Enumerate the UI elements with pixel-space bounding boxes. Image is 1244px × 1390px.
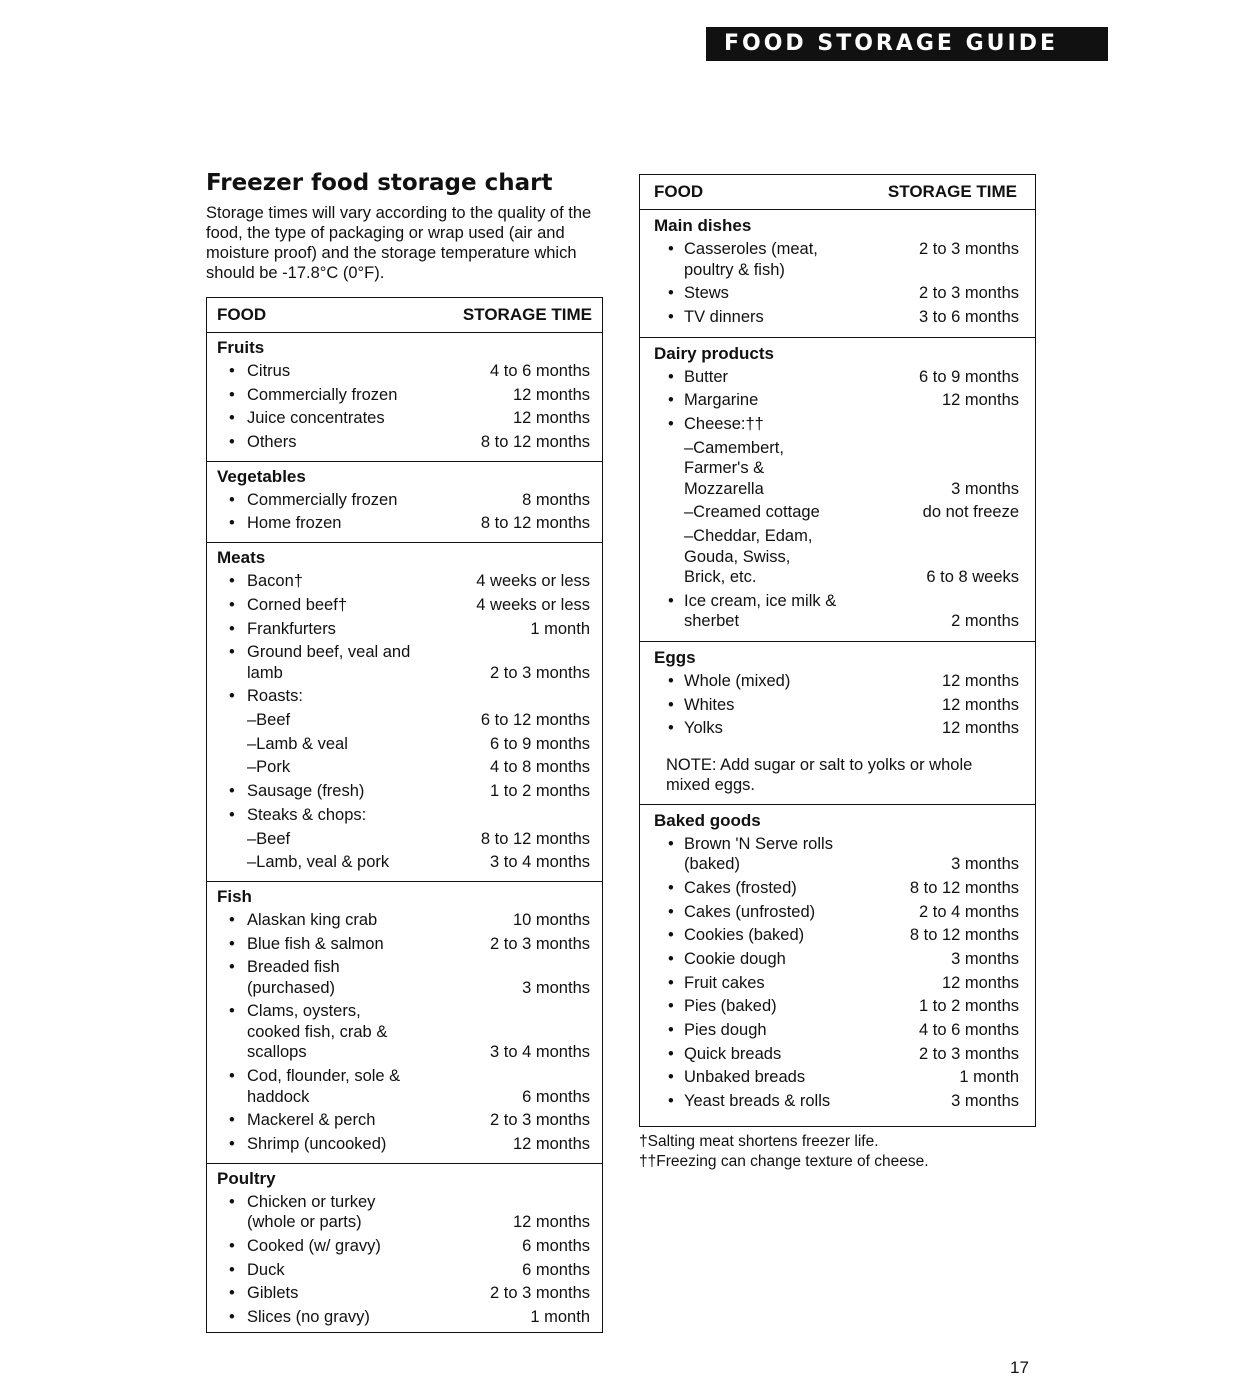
storage-time-value: 2 to 3 months [919, 240, 1019, 258]
storage-time-value: 6 months [522, 1236, 590, 1255]
storage-time-column-header: STORAGE TIME [462, 305, 592, 324]
food-column-header: FOOD [217, 305, 267, 324]
page-banner: FOOD STORAGE GUIDE [706, 27, 1108, 61]
food-item-name: • Blue fish & salmon [217, 934, 384, 955]
chart-section [640, 210, 1035, 338]
food-item-row [654, 1091, 1021, 1112]
food-item-row [654, 718, 1021, 739]
food-item-name: • Clams, oysters, cooked fish, crab & scallops [217, 1001, 387, 1063]
food-item-name: • Yolks [654, 718, 723, 739]
storage-time-value: 8 months [522, 490, 590, 509]
food-item-name: • Casseroles (meat, poultry & fish) [654, 239, 818, 280]
food-item-row [654, 239, 1021, 280]
storage-time-value: 8 to 12 months [480, 829, 590, 848]
food-item-name: • Ground beef, veal and lamb [217, 642, 410, 683]
section-title: Dairy products [654, 343, 774, 363]
section-title: Fish [217, 886, 252, 906]
storage-time-value: 12 months [941, 695, 1019, 714]
page-number: 17 [1010, 1358, 1029, 1377]
food-item-name: • Home frozen [217, 513, 341, 534]
storage-time-value: 3 months [522, 978, 590, 997]
food-item-name: • Ice cream, ice milk & sherbet [654, 591, 836, 632]
food-item-row [654, 902, 1021, 923]
food-item-row [217, 1134, 592, 1155]
storage-time-value: 8 to 12 months [480, 433, 590, 452]
food-item-row [654, 834, 1021, 875]
food-item-name: • Cooked (w/ gravy) [217, 1236, 381, 1257]
food-item-name: • Frankfurters [217, 619, 336, 640]
chart-section [640, 642, 1035, 805]
food-item-name: –Beef [247, 829, 291, 848]
storage-time-value: 6 to 9 months [490, 734, 590, 753]
food-item-row [654, 367, 1021, 388]
section-title: Vegetables [217, 466, 306, 486]
food-item-name: –Beef [247, 711, 291, 730]
section-note: NOTE: Add sugar or salt to yolks or whole mixed eggs. [666, 755, 973, 795]
food-item-row [217, 619, 592, 640]
food-item-row [217, 757, 592, 778]
storage-time-value: 12 months [941, 391, 1019, 410]
storage-time-value: 1 to 2 months [490, 782, 590, 801]
storage-time-value: 2 to 3 months [919, 284, 1019, 303]
food-item-row [654, 526, 1021, 588]
food-item-row [217, 957, 592, 998]
food-item-row [654, 878, 1021, 899]
footnote-dagger: †Salting meat shortens freezer life. [639, 1133, 879, 1150]
food-column-header: FOOD [654, 182, 704, 201]
food-item-row [654, 925, 1021, 946]
food-item-name: • Cheese:†† [654, 414, 764, 435]
food-item-name: • Fruit cakes [654, 973, 765, 994]
chart-header [640, 175, 1035, 210]
storage-time-value: 8 to 12 months [909, 926, 1019, 945]
food-item-name: • Sausage (fresh) [217, 781, 364, 802]
section-title: Poultry [217, 1168, 276, 1188]
food-item-row [654, 591, 1021, 632]
storage-time-value: 4 weeks or less [476, 595, 590, 614]
chart-section [640, 338, 1035, 642]
food-item-name: • Brown 'N Serve rolls (baked) [654, 834, 833, 875]
food-item-row [217, 734, 592, 755]
storage-time-value: 12 months [941, 671, 1019, 690]
food-item-name: • Juice concentrates [217, 408, 385, 429]
food-item-row [217, 805, 592, 826]
food-item-name: –Pork [247, 758, 291, 777]
storage-time-value: 4 to 8 months [490, 758, 590, 777]
food-item-name: • Steaks & chops: [217, 805, 366, 826]
food-item-name: • Breaded fish (purchased) [217, 957, 340, 998]
food-item-row [654, 1020, 1021, 1041]
food-item-row [654, 414, 1021, 435]
storage-time-value: 3 months [951, 479, 1019, 498]
food-item-row [654, 996, 1021, 1017]
storage-time-value: 3 to 4 months [490, 853, 590, 872]
food-item-name: • Cod, flounder, sole & haddock [217, 1066, 400, 1107]
food-item-row [654, 390, 1021, 411]
storage-time-value: 12 months [512, 1135, 590, 1153]
food-item-row [654, 502, 1021, 523]
storage-time-value: 1 month [959, 1068, 1019, 1087]
footnote-double-dagger: ††Freezing can change texture of cheese. [639, 1153, 929, 1170]
food-item-row [654, 695, 1021, 716]
storage-time-value: 3 months [951, 950, 1019, 968]
food-item-row [217, 1110, 592, 1131]
food-item-row [217, 1066, 592, 1107]
food-item-row [654, 973, 1021, 994]
storage-time-value: 8 to 12 months [480, 514, 590, 533]
food-item-name: • Cookies (baked) [654, 925, 804, 946]
food-item-row [217, 490, 592, 511]
food-item-row [654, 1067, 1021, 1088]
page-title: Freezer food storage chart [206, 170, 553, 196]
food-item-name: • Bacon† [217, 571, 303, 592]
food-item-name: • Whites [654, 695, 734, 716]
section-title: Meats [217, 548, 266, 568]
storage-time-value: 6 months [522, 1260, 590, 1279]
food-item-row [654, 671, 1021, 692]
food-item-name: • Roasts: [217, 686, 303, 707]
food-item-name: • Cookie dough [654, 949, 786, 970]
storage-time-value: 3 months [951, 855, 1019, 874]
storage-time-value: 2 to 3 months [490, 1111, 590, 1130]
food-item-name: • TV dinners [654, 307, 764, 328]
chart-sections [640, 210, 1035, 1121]
food-item-name: • Yeast breads & rolls [654, 1091, 830, 1112]
storage-time-value: 6 months [522, 1087, 590, 1106]
storage-time-value: 1 month [530, 1307, 590, 1326]
storage-time-value: 2 to 4 months [919, 902, 1019, 921]
food-item-name: • Margarine [654, 390, 758, 411]
left-storage-chart [206, 297, 603, 1333]
food-item-row [217, 829, 592, 850]
right-storage-chart [639, 174, 1036, 1127]
footnotes [639, 1132, 929, 1172]
food-item-row [217, 710, 592, 731]
food-item-name: • Whole (mixed) [654, 671, 790, 692]
food-item-row [217, 686, 592, 707]
food-item-name: • Mackerel & perch [217, 1110, 375, 1131]
food-item-name: • Pies dough [654, 1020, 767, 1041]
storage-time-value: 10 months [512, 910, 590, 929]
food-item-name: • Corned beef† [217, 595, 347, 616]
food-item-name: –Creamed cottage [684, 503, 820, 522]
food-item-row [217, 934, 592, 955]
storage-time-value: 3 to 6 months [919, 307, 1019, 326]
food-item-name: –Camembert, Farmer's & Mozzarella [684, 438, 784, 498]
storage-time-value: 3 to 4 months [490, 1043, 590, 1062]
chart-section [207, 462, 602, 543]
section-title: Fruits [217, 338, 265, 357]
chart-section [207, 543, 602, 882]
chart-header [207, 298, 602, 333]
food-item-row [217, 513, 592, 534]
food-item-row [217, 781, 592, 802]
storage-time-value: 12 months [512, 385, 590, 404]
storage-time-value: 2 to 3 months [490, 663, 590, 682]
storage-time-value: 6 to 9 months [919, 367, 1019, 386]
food-item-name: • Cakes (unfrosted) [654, 902, 815, 923]
storage-time-value: 4 to 6 months [490, 362, 590, 380]
food-item-row [217, 1192, 592, 1233]
intro-paragraph: Storage times will vary according to the quality of the food, the type of packaging or wrap used (air and moisture proof) and the storage temperature which should be -17.8°C (0°F). [206, 204, 592, 282]
food-item-name: • Unbaked breads [654, 1067, 805, 1088]
food-item-row [217, 361, 592, 382]
storage-time-value: 12 months [512, 409, 590, 428]
storage-time-value: 4 weeks or less [476, 572, 590, 591]
food-item-name: –Lamb & veal [247, 734, 348, 753]
food-item-row [217, 1283, 592, 1304]
food-item-name: • Alaskan king crab [217, 910, 377, 931]
food-item-name: • Pies (baked) [654, 996, 777, 1017]
food-item-row [217, 385, 592, 406]
food-item-name: • Quick breads [654, 1044, 781, 1065]
food-item-name: –Cheddar, Edam, Gouda, Swiss, Brick, etc. [684, 527, 813, 586]
food-item-name: • Others [217, 432, 297, 453]
food-item-row [217, 852, 592, 873]
storage-time-column-header: STORAGE TIME [887, 182, 1017, 201]
food-item-row [217, 1260, 592, 1281]
food-item-row [217, 1307, 592, 1328]
food-item-row [654, 949, 1021, 970]
food-item-name: • Slices (no gravy) [217, 1307, 370, 1328]
chart-sections [207, 333, 602, 1336]
food-item-name: • Butter [654, 367, 728, 388]
storage-time-value: 2 to 3 months [490, 934, 590, 953]
storage-time-value: 4 to 6 months [919, 1021, 1019, 1040]
food-item-name: • Commercially frozen [217, 385, 397, 406]
chart-section [207, 882, 602, 1164]
food-item-row [217, 910, 592, 931]
food-item-row [217, 432, 592, 453]
food-item-row [217, 1001, 592, 1063]
food-item-row [217, 642, 592, 683]
chart-section [207, 1164, 602, 1336]
storage-time-value: 1 to 2 months [919, 997, 1019, 1016]
food-item-name: • Cakes (frosted) [654, 878, 797, 899]
food-item-row [654, 1044, 1021, 1065]
food-item-name: • Commercially frozen [217, 490, 397, 511]
section-title: Baked goods [654, 810, 761, 830]
storage-time-value: 2 to 3 months [490, 1284, 590, 1303]
food-item-row [654, 438, 1021, 500]
food-item-row [217, 595, 592, 616]
storage-time-value: 12 months [941, 973, 1019, 992]
food-item-name: • Citrus [217, 361, 290, 382]
storage-time-value: 3 months [951, 1092, 1019, 1111]
food-item-name: –Lamb, veal & pork [247, 853, 390, 872]
storage-time-value: 8 to 12 months [909, 878, 1019, 897]
storage-time-value: 12 months [941, 719, 1019, 738]
section-title: Eggs [654, 647, 696, 667]
section-title: Main dishes [654, 216, 752, 235]
food-item-name: • Duck [217, 1260, 285, 1281]
storage-time-value: do not freeze [922, 503, 1019, 522]
food-item-name: • Shrimp (uncooked) [217, 1134, 386, 1155]
storage-time-value: 2 to 3 months [919, 1044, 1019, 1063]
storage-time-value: 1 month [530, 619, 590, 638]
food-item-name: • Stews [654, 283, 729, 304]
food-item-row [217, 408, 592, 429]
food-item-row [654, 283, 1021, 304]
chart-section [207, 333, 602, 462]
food-item-row [654, 307, 1021, 328]
food-item-row [217, 1236, 592, 1257]
storage-time-value: 12 months [512, 1213, 590, 1232]
food-item-row [217, 571, 592, 592]
food-item-name: • Giblets [217, 1283, 298, 1304]
storage-time-value: 6 to 8 weeks [926, 568, 1019, 586]
food-item-name: • Chicken or turkey (whole or parts) [217, 1192, 375, 1233]
storage-time-value: 2 months [951, 612, 1019, 631]
chart-section [640, 805, 1035, 1121]
storage-time-value: 6 to 12 months [480, 711, 590, 730]
